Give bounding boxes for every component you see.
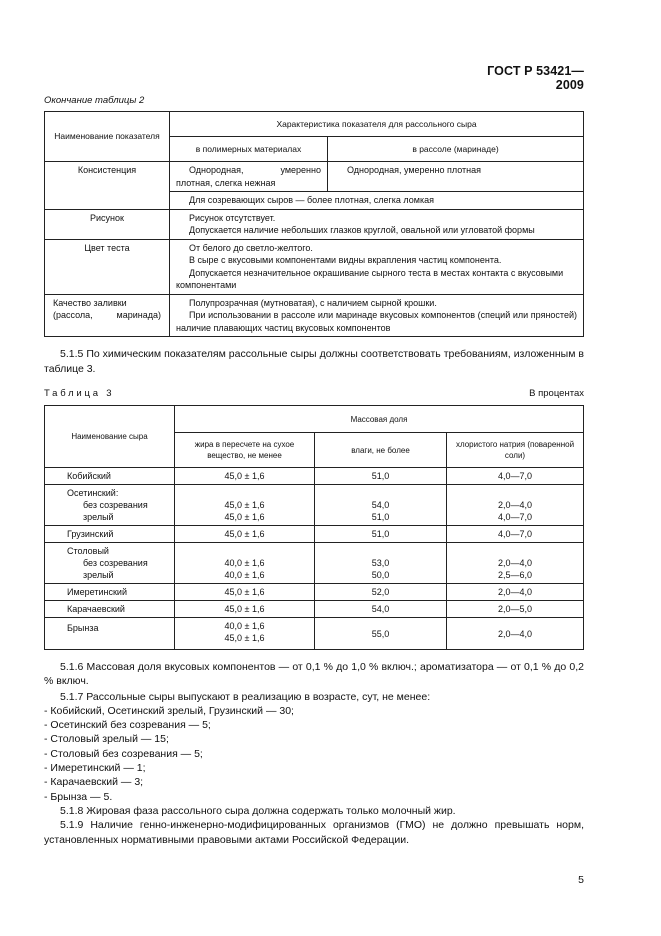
moisture-value: 51,0: [315, 526, 447, 543]
t3-header-moisture: влаги, не более: [315, 433, 447, 468]
paragraph-5-1-8: 5.1.8 Жировая фаза рассольного сыра должна содержать только молочный жир.: [60, 804, 456, 817]
cell-ripening: Для созревающих сыров — более плотная, слегка ломкая: [170, 192, 584, 210]
moisture-value: 51,0: [315, 468, 447, 485]
t2-header-name: Наименование показателя: [45, 112, 170, 162]
t2-subheader-brine: в рассоле (маринаде): [328, 137, 584, 162]
table-row: [45, 294, 584, 337]
t3-header-name: Наименование сыра: [45, 406, 175, 468]
moisture-value: 54,0 51,0: [315, 485, 447, 526]
cheese-name: Брынза: [45, 618, 175, 650]
moisture-value: 52,0: [315, 584, 447, 601]
table-row: [45, 584, 584, 601]
cheese-name: Осетинский: без созревания зрелый: [45, 485, 175, 526]
t2-header-group: Характеристика показателя для рассольного сыра: [170, 112, 584, 137]
table-row: [45, 526, 584, 543]
moisture-value: 55,0: [315, 618, 447, 650]
table3: [44, 405, 584, 650]
salt-value: 4,0—7,0: [447, 526, 584, 543]
table-row: [45, 209, 584, 239]
cheese-name: Столовый без созревания зрелый: [45, 543, 175, 584]
row-name: Консистенция: [45, 162, 170, 210]
salt-value: 2,0—4,0: [447, 584, 584, 601]
salt-value: 2,0—4,0 4,0—7,0: [447, 485, 584, 526]
salt-value: 2,0—4,0 2,5—6,0: [447, 543, 584, 584]
cell-description: От белого до светло-желтого. В сыре с вкусовыми компонентами видны вкрапления частиц компонента. Допускается незначительное окрашивание сырного теста в местах контакта с вкусовыми компонентами: [170, 239, 584, 294]
t2-subheader-polymer: в полимерных материалах: [170, 137, 328, 162]
fat-value: 45,0 ± 1,6 45,0 ± 1,6: [175, 485, 315, 526]
row-name: Рисунок: [45, 209, 170, 239]
paragraph-5-1-9: 5.1.9 Наличие генно-инженерно-модифицированных организмов (ГМО) не должно превышать норм, установленных нормативными правовыми актами Российской Федерации.: [44, 819, 584, 846]
fat-value: 45,0 ± 1,6: [175, 601, 315, 618]
list-item: - Имеретинский — 1;: [44, 762, 146, 775]
table-row: [45, 468, 584, 485]
list-item: - Столовый без созревания — 5;: [44, 747, 203, 760]
fat-value: 45,0 ± 1,6: [175, 584, 315, 601]
document-id: ГОСТ Р 53421—2009: [487, 64, 584, 92]
fat-value: 45,0 ± 1,6: [175, 468, 315, 485]
salt-value: 2,0—5,0: [447, 601, 584, 618]
paragraph-5-1-5: 5.1.5 По химическим показателям рассольные сыры должны соответствовать требованиям, изложенным в таблице 3.: [44, 348, 584, 375]
table-row: [45, 618, 584, 650]
fat-value: 45,0 ± 1,6: [175, 526, 315, 543]
paragraph-5-1-7: 5.1.7 Рассольные сыры выпускают в реализацию в возрасте, сут, не менее:: [60, 690, 431, 703]
row-name: Качество заливки (рассола, маринада): [45, 294, 170, 337]
cell-description: Полупрозрачная (мутноватая), с наличием сырной крошки. При использовании в рассоле или маринаде вкусовых компонентов (специй или пряностей) наличие плавающих частиц вкусовых компонентов: [170, 294, 584, 337]
table-row: [45, 601, 584, 618]
cell-brine: Однородная, умеренно плотная: [328, 162, 584, 192]
row-name: Цвет теста: [45, 239, 170, 294]
table2: [44, 111, 584, 337]
fat-value: 40,0 ± 1,6 40,0 ± 1,6: [175, 543, 315, 584]
cell-description: Рисунок отсутствует. Допускается наличие небольших глазков круглой, овальной или угловатой формы: [170, 209, 584, 239]
requirements-text: [44, 660, 584, 847]
table-row: [45, 543, 584, 584]
cheese-name: Имеретинский: [45, 584, 175, 601]
list-item: - Брынза — 5.: [44, 790, 113, 803]
table-row: [45, 162, 584, 192]
moisture-value: 54,0: [315, 601, 447, 618]
salt-value: 2,0—4,0: [447, 618, 584, 650]
table3-units: В процентах: [529, 388, 584, 399]
t3-header-salt: хлористого натрия (поваренной соли): [447, 433, 584, 468]
table-row: [45, 485, 584, 526]
list-item: - Столовый зрелый — 15;: [44, 733, 169, 746]
table-row: [45, 239, 584, 294]
cheese-name: Грузинский: [45, 526, 175, 543]
salt-value: 4,0—7,0: [447, 468, 584, 485]
cell-polymer: Однородная, умеренно плотная, слегка нежная: [170, 162, 328, 192]
paragraph-5-1-6: 5.1.6 Массовая доля вкусовых компонентов — от 0,1 % до 1,0 % включ.; ароматизатора — от 0,1 % до 0,2 % включ.: [44, 661, 584, 688]
moisture-value: 53,0 50,0: [315, 543, 447, 584]
table3-caption: Таблица 3: [44, 388, 115, 399]
fat-value: 40,0 ± 1,6 45,0 ± 1,6: [175, 618, 315, 650]
list-item: - Осетинский без созревания — 5;: [44, 719, 211, 732]
page-number: 5: [578, 874, 584, 886]
cheese-name: Кобийский: [45, 468, 175, 485]
list-item: - Кобийский, Осетинский зрелый, Грузинский — 30;: [44, 704, 294, 717]
list-item: - Карачаевский — 3;: [44, 776, 144, 789]
t3-header-fat: жира в пересчете на сухое вещество, не менее: [175, 433, 315, 468]
t3-header-group: Массовая доля: [175, 406, 584, 433]
table2-caption: Окончание таблицы 2: [44, 95, 145, 106]
cheese-name: Карачаевский: [45, 601, 175, 618]
